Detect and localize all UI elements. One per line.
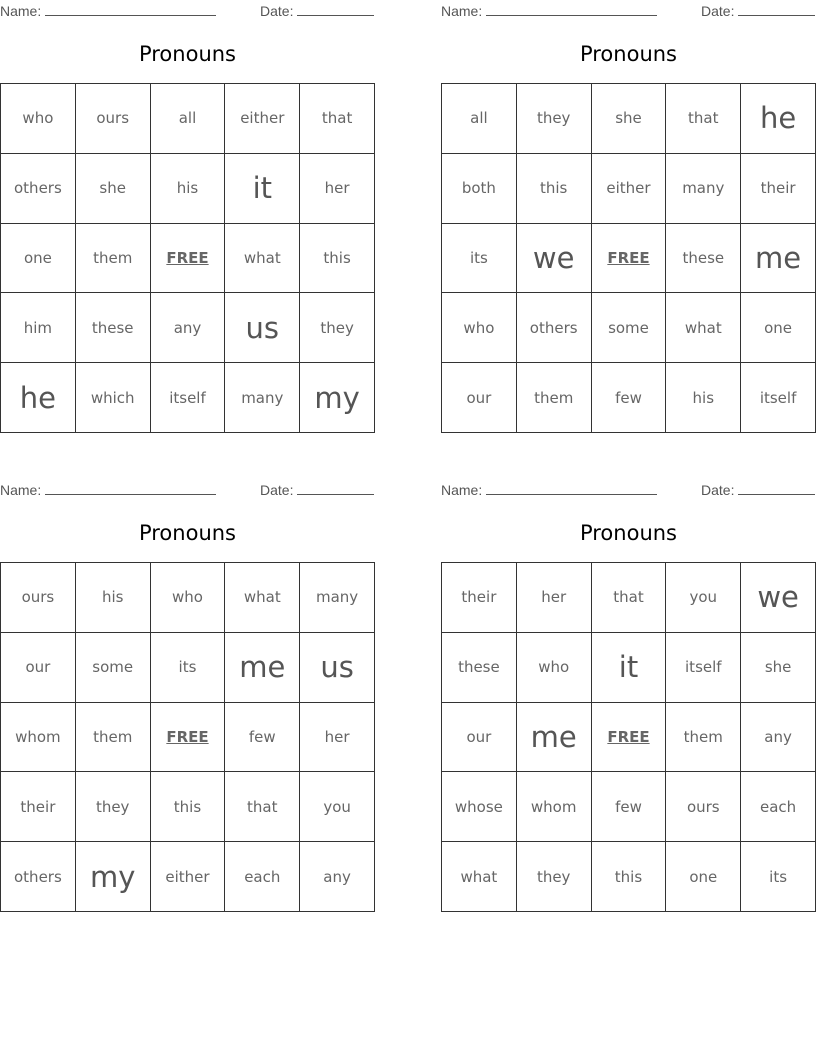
bingo-card-1 xyxy=(0,0,375,435)
bingo-card-2 xyxy=(441,0,816,435)
date-field xyxy=(260,3,374,19)
bingo-cell: all xyxy=(442,84,517,154)
bingo-grid xyxy=(441,83,816,433)
bingo-cell: me xyxy=(741,224,816,294)
bingo-cell: their xyxy=(1,772,76,842)
bingo-cell: you xyxy=(666,563,741,633)
date-label: Date: xyxy=(701,3,735,19)
bingo-cell: these xyxy=(76,293,151,363)
free-space-cell: FREE xyxy=(151,224,226,294)
card-title: Pronouns xyxy=(138,521,237,545)
bingo-cell: all xyxy=(151,84,226,154)
date-blank-line xyxy=(738,3,815,16)
name-label: Name: xyxy=(441,3,483,19)
bingo-cell: many xyxy=(300,563,375,633)
date-blank-line xyxy=(738,482,815,495)
bingo-cell: others xyxy=(1,154,76,224)
bingo-cell: them xyxy=(666,703,741,773)
card-title: Pronouns xyxy=(138,42,237,66)
bingo-cell: what xyxy=(225,224,300,294)
bingo-cell: itself xyxy=(151,363,226,433)
bingo-cell: any xyxy=(741,703,816,773)
bingo-cell: me xyxy=(517,703,592,773)
bingo-cell: either xyxy=(151,842,226,912)
bingo-cell: these xyxy=(666,224,741,294)
date-label: Date: xyxy=(701,482,735,498)
free-space-cell: FREE xyxy=(151,703,226,773)
bingo-cell: few xyxy=(225,703,300,773)
name-field xyxy=(0,3,216,19)
bingo-cell: us xyxy=(225,293,300,363)
name-blank-line xyxy=(486,482,657,495)
bingo-cell: her xyxy=(300,703,375,773)
bingo-cell: him xyxy=(1,293,76,363)
bingo-card-3 xyxy=(0,479,375,914)
bingo-cell: her xyxy=(300,154,375,224)
bingo-cell: ours xyxy=(666,772,741,842)
name-label: Name: xyxy=(0,482,42,498)
date-field xyxy=(701,482,815,498)
bingo-cell: his xyxy=(666,363,741,433)
bingo-cell: this xyxy=(592,842,667,912)
date-label: Date: xyxy=(260,3,294,19)
name-field xyxy=(0,482,216,498)
bingo-cell: its xyxy=(442,224,517,294)
bingo-grid xyxy=(441,562,816,912)
bingo-cell: them xyxy=(76,224,151,294)
bingo-cell: whose xyxy=(442,772,517,842)
bingo-cell: that xyxy=(666,84,741,154)
name-field xyxy=(441,482,657,498)
date-field xyxy=(701,3,815,19)
bingo-cell: that xyxy=(225,772,300,842)
free-space-cell: FREE xyxy=(592,224,667,294)
bingo-cell: who xyxy=(151,563,226,633)
bingo-cell: he xyxy=(741,84,816,154)
date-blank-line xyxy=(297,3,374,16)
date-blank-line xyxy=(297,482,374,495)
bingo-cell: many xyxy=(666,154,741,224)
bingo-cell: ours xyxy=(1,563,76,633)
bingo-cell: any xyxy=(300,842,375,912)
bingo-cell: others xyxy=(1,842,76,912)
bingo-cell: my xyxy=(300,363,375,433)
bingo-cell: this xyxy=(517,154,592,224)
bingo-cell: that xyxy=(592,563,667,633)
bingo-cell: he xyxy=(1,363,76,433)
bingo-cell: it xyxy=(225,154,300,224)
bingo-cell: you xyxy=(300,772,375,842)
bingo-cell: itself xyxy=(741,363,816,433)
bingo-cell: one xyxy=(666,842,741,912)
bingo-cell: we xyxy=(741,563,816,633)
card-title: Pronouns xyxy=(579,521,678,545)
bingo-cell: this xyxy=(151,772,226,842)
bingo-cell: their xyxy=(741,154,816,224)
bingo-cell: they xyxy=(517,84,592,154)
bingo-cell: our xyxy=(442,703,517,773)
bingo-cell: we xyxy=(517,224,592,294)
bingo-cell: she xyxy=(76,154,151,224)
bingo-cell: what xyxy=(225,563,300,633)
bingo-cell: who xyxy=(1,84,76,154)
bingo-cell: whom xyxy=(517,772,592,842)
bingo-cell: any xyxy=(151,293,226,363)
bingo-grid xyxy=(0,83,375,433)
bingo-cell: what xyxy=(442,842,517,912)
bingo-cell: that xyxy=(300,84,375,154)
bingo-cell: itself xyxy=(666,633,741,703)
name-blank-line xyxy=(486,3,657,16)
bingo-cell: they xyxy=(517,842,592,912)
name-blank-line xyxy=(45,482,216,495)
date-label: Date: xyxy=(260,482,294,498)
bingo-cell: she xyxy=(741,633,816,703)
bingo-cell: few xyxy=(592,363,667,433)
name-label: Name: xyxy=(0,3,42,19)
bingo-cell: its xyxy=(151,633,226,703)
name-field xyxy=(441,3,657,19)
bingo-cell: what xyxy=(666,293,741,363)
bingo-cell: few xyxy=(592,772,667,842)
bingo-cell: his xyxy=(76,563,151,633)
bingo-cell: them xyxy=(76,703,151,773)
bingo-cell: ours xyxy=(76,84,151,154)
bingo-cell: many xyxy=(225,363,300,433)
free-space-cell: FREE xyxy=(592,703,667,773)
bingo-cell: her xyxy=(517,563,592,633)
bingo-cell: our xyxy=(1,633,76,703)
bingo-cell: who xyxy=(517,633,592,703)
bingo-cell: my xyxy=(76,842,151,912)
bingo-cell: who xyxy=(442,293,517,363)
bingo-cell: both xyxy=(442,154,517,224)
bingo-cell: others xyxy=(517,293,592,363)
bingo-cell: each xyxy=(741,772,816,842)
bingo-cell: whom xyxy=(1,703,76,773)
name-blank-line xyxy=(45,3,216,16)
bingo-cell: me xyxy=(225,633,300,703)
date-field xyxy=(260,482,374,498)
bingo-cell: his xyxy=(151,154,226,224)
card-title: Pronouns xyxy=(579,42,678,66)
bingo-cell: they xyxy=(300,293,375,363)
bingo-cell: which xyxy=(76,363,151,433)
bingo-card-4 xyxy=(441,479,816,914)
bingo-cell: them xyxy=(517,363,592,433)
bingo-cell: these xyxy=(442,633,517,703)
bingo-cell: they xyxy=(76,772,151,842)
bingo-cell: each xyxy=(225,842,300,912)
bingo-cell: us xyxy=(300,633,375,703)
bingo-cell: one xyxy=(741,293,816,363)
bingo-grid xyxy=(0,562,375,912)
bingo-cell: some xyxy=(76,633,151,703)
bingo-cell: its xyxy=(741,842,816,912)
bingo-cell: either xyxy=(592,154,667,224)
bingo-cell: some xyxy=(592,293,667,363)
bingo-cell: either xyxy=(225,84,300,154)
name-label: Name: xyxy=(441,482,483,498)
bingo-cell: one xyxy=(1,224,76,294)
bingo-cell: our xyxy=(442,363,517,433)
bingo-cell: their xyxy=(442,563,517,633)
bingo-cell: she xyxy=(592,84,667,154)
bingo-cell: it xyxy=(592,633,667,703)
bingo-cell: this xyxy=(300,224,375,294)
